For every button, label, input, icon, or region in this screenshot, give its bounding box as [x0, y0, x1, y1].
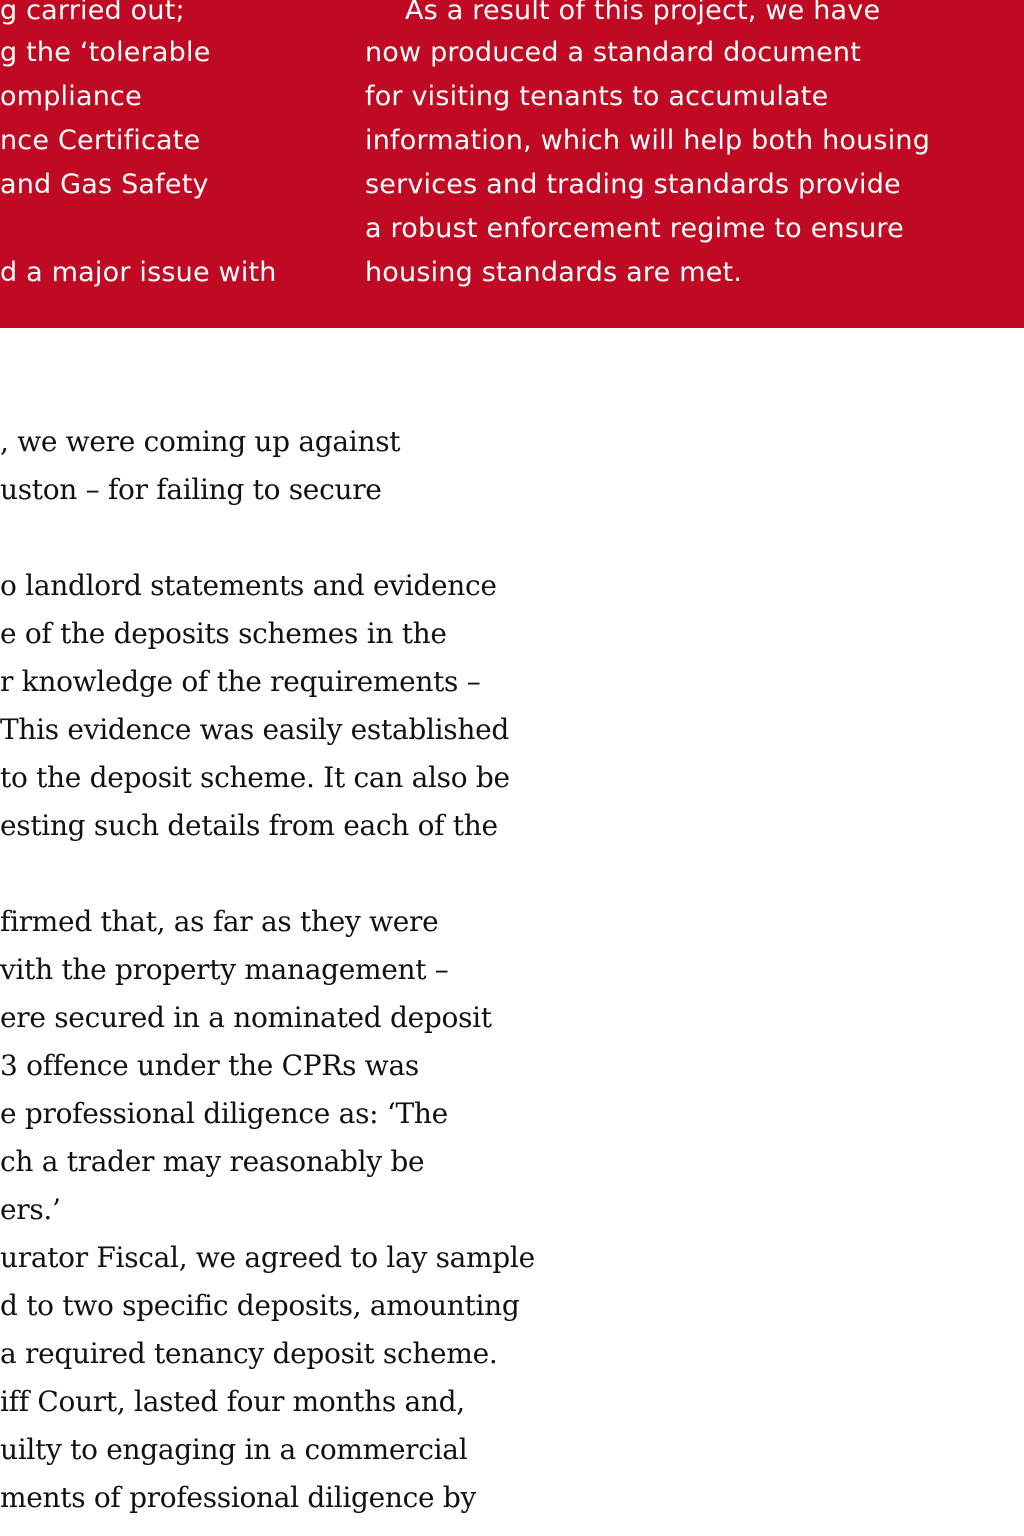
- body-text-line: ch a trader may reasonably be: [0, 1145, 425, 1178]
- body-text-line: e professional diligence as: ‘The: [0, 1097, 448, 1130]
- banner-right-line: information, which will help both housing: [365, 125, 931, 156]
- body-text-line: This evidence was easily established: [0, 713, 509, 746]
- body-text-line: ments of professional diligence by: [0, 1481, 477, 1514]
- banner-right-line: As a result of this project, we have: [405, 0, 881, 26]
- body-text-line: vith the property management –: [0, 953, 449, 986]
- body-text-line: urator Fiscal, we agreed to lay sample: [0, 1241, 535, 1274]
- body-text-line: uston – for failing to secure: [0, 473, 382, 506]
- body-text-line: ere secured in a nominated deposit: [0, 1001, 492, 1034]
- banner-right-line: for visiting tenants to accumulate: [365, 81, 829, 112]
- body-text-line: ers.’: [0, 1193, 61, 1226]
- banner-left-line: nce Certificate: [0, 125, 201, 156]
- body-text-line: to the deposit scheme. It can also be: [0, 761, 510, 794]
- body-text-line: uilty to engaging in a commercial: [0, 1433, 468, 1466]
- banner-right-line: housing standards are met.: [365, 257, 743, 288]
- banner-left-line: ompliance: [0, 81, 142, 112]
- body-text-line: firmed that, as far as they were: [0, 905, 439, 938]
- body-text-line: a required tenancy deposit scheme.: [0, 1337, 498, 1370]
- banner-right-line: a robust enforcement regime to ensure: [365, 213, 904, 244]
- banner-right-line: now produced a standard document: [365, 37, 861, 68]
- banner-left-line: d a major issue with: [0, 257, 277, 288]
- banner-left-line: g the ‘tolerable: [0, 37, 211, 68]
- banner-right-line: services and trading standards provide: [365, 169, 901, 200]
- banner-left-line: g carried out;: [0, 0, 185, 26]
- body-text-line: o landlord statements and evidence: [0, 569, 497, 602]
- body-text-line: esting such details from each of the: [0, 809, 498, 842]
- body-text-line: , we were coming up against: [0, 425, 401, 458]
- banner-left-line: and Gas Safety: [0, 169, 209, 200]
- body-text-line: iff Court, lasted four months and,: [0, 1385, 465, 1418]
- body-text-line: d to two specific deposits, amounting: [0, 1289, 520, 1322]
- red-callout-banner: [0, 0, 1024, 328]
- body-text-line: e of the deposits schemes in the: [0, 617, 447, 650]
- body-text-line: r knowledge of the requirements –: [0, 665, 481, 698]
- body-text-line: 3 offence under the CPRs was: [0, 1049, 419, 1082]
